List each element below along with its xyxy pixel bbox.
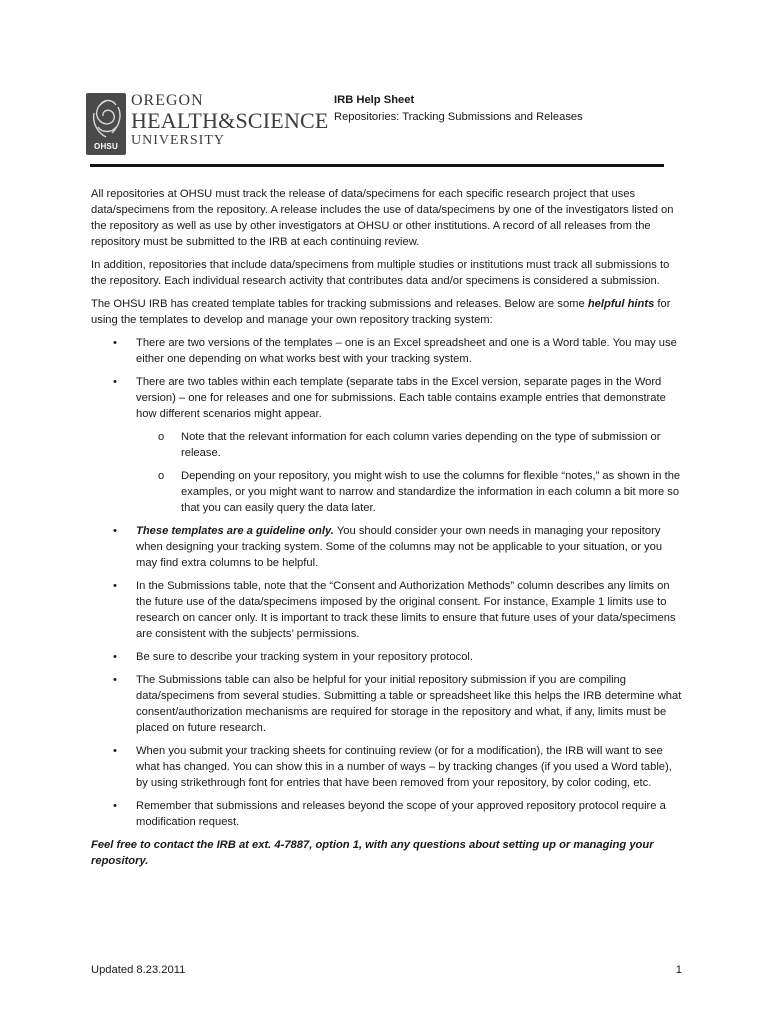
closing-note: Feel free to contact the IRB at ext. 4-7887, option 1, with any questions about setting up or managing your repository. <box>91 839 654 867</box>
hints-list <box>91 335 685 830</box>
ohsu-badge-text: OHSU <box>94 142 118 151</box>
hints-intro-after: for using the templates to develop and manage your own repository tracking system: <box>91 298 671 326</box>
page-title: IRB Help Sheet <box>334 94 415 106</box>
hint-guideline-text: You should consider your own needs in managing your repository when designing your tracking system. Some of the columns may not be applicable to your situation, or you may find extra columns to be helpful. <box>136 525 663 569</box>
list-item <box>91 335 685 367</box>
logo-wordmark <box>131 93 329 149</box>
hint-modification-request: Remember that submissions and releases beyond the scope of your approved repository protocol require a modification request. <box>136 800 666 828</box>
ohsu-logo <box>86 92 329 155</box>
hint-describe-system: Be sure to describe your tracking system in your repository protocol. <box>136 651 474 663</box>
hint-templates-versions: There are two versions of the templates – one is an Excel spreadsheet and one is a Word table. You may use either one depending on what works best with your tracking system. <box>136 337 677 365</box>
hints-intro-before: The OHSU IRB has created template tables for tracking submissions and releases. Below are some <box>91 298 588 310</box>
hint-column-info: Note that the relevant information for each column varies depending on the type of submission or release. <box>181 431 661 459</box>
hints-sublist <box>136 429 685 516</box>
list-item <box>91 743 685 791</box>
sub-list-item <box>136 429 685 461</box>
hints-intro-emphasis: helpful hints <box>587 298 655 310</box>
page-subtitle: Repositories: Tracking Submissions and Releases <box>334 111 583 123</box>
list-item <box>91 374 685 516</box>
intro-paragraph-2: In addition, repositories that include data/specimens from multiple studies or institutions must track all submissions to the repository. Each individual research activity that contributes data and/or specimens is considered a submission. <box>91 259 670 287</box>
document-body <box>91 186 685 876</box>
list-item <box>91 798 685 830</box>
ohsu-emblem-icon <box>86 93 126 155</box>
hint-continuing-review: When you submit your tracking sheets for continuing review (or for a modification), the IRB will want to see what has changed. You can show this in a number of ways – by tracking changes (if you used a Word table), by using strikethrough font for entries that have been removed from your repository, by color coding, etc. <box>136 745 672 789</box>
footer-page-number: 1 <box>675 964 682 976</box>
logo-line-university: UNIVERSITY <box>131 133 225 148</box>
sub-list-item <box>136 468 685 516</box>
hints-intro-paragraph <box>91 296 685 328</box>
footer-updated-date: Updated 8.23.2011 <box>91 964 186 976</box>
list-item <box>91 578 685 642</box>
hint-consent-methods: In the Submissions table, note that the “Consent and Authorization Methods” column describes any limits on the future use of the data/specimens imposed by the original consent. For instance, Example 1 limits use to research on cancer only. It is important to track these limits to ensure that future uses of your data/specimens are consistent with the subjects’ permissions. <box>136 580 676 640</box>
logo-line-oregon: OREGON <box>131 92 204 109</box>
hint-initial-submission: The Submissions table can also be helpful for your initial repository submission if you are compiling data/specimens from several studies. Submitting a table or spreadsheet like this helps the IRB determine what consent/authorization mechanisms are required for storage in the repository and what, if any, limits must be placed on future research. <box>136 674 682 734</box>
header-divider <box>90 164 664 167</box>
intro-paragraph-1: All repositories at OHSU must track the release of data/specimens for each specific research project that uses data/specimens from the repository. A release includes the use of data/specimens by one of the investigators listed on the repository as well as use by other investigators at OHSU or other institutions. A record of all releases from the repository must be submitted to the IRB at each continuing review. <box>91 188 674 248</box>
list-item <box>91 523 685 571</box>
hint-two-tables: There are two tables within each template (separate tabs in the Excel version, separate pages in the Word version) – one for releases and one for submissions. Each table contains example entries that demonstrate how different scenarios might appear. <box>136 376 666 420</box>
list-item <box>91 672 685 736</box>
logo-line-health-science: HEALTH&SCIENCE <box>131 108 329 133</box>
list-item <box>91 649 685 665</box>
hint-guideline-emphasis: These templates are a guideline only. <box>136 525 334 537</box>
hint-notes-columns: Depending on your repository, you might wish to use the columns for flexible “notes,” as shown in the examples, or you might want to narrow and standardize the information in each column a bit more so that you can easily query the data later. <box>181 470 681 514</box>
